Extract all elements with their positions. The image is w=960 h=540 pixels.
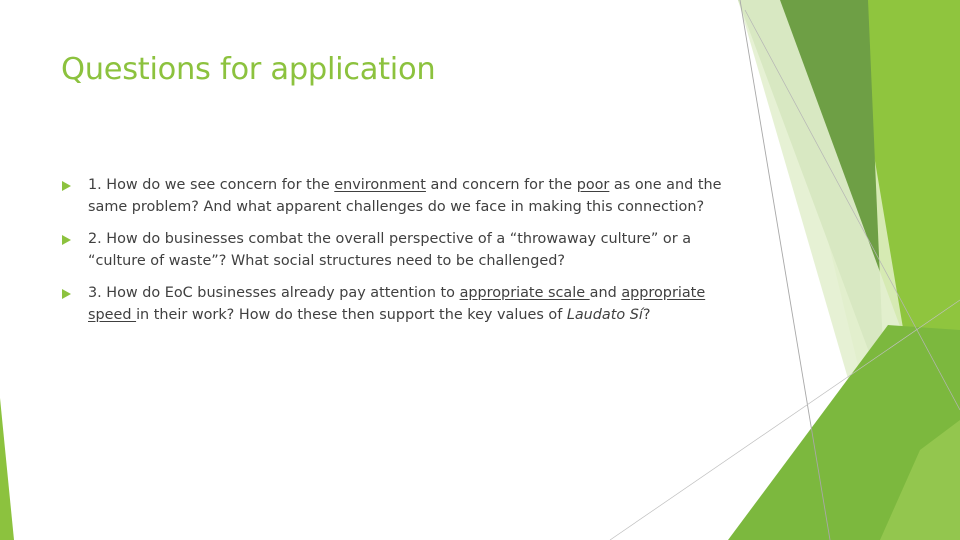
- question-1-text-c: as one and the same problem? And what apparent challenges do we face in making this connection?: [88, 177, 722, 215]
- question-1-text-a: 1. How do we see concern for the: [88, 177, 335, 193]
- question-3-text-c: in their work? How do these then support the key values of: [136, 307, 567, 323]
- question-list: [62, 174, 722, 336]
- question-3-underlined-speed: appropriate speed: [88, 285, 706, 323]
- question-1-underlined-environment: environment: [334, 177, 426, 193]
- list-item-question-2: [62, 228, 722, 272]
- question-1-underlined-poor: poor: [576, 177, 610, 193]
- deco-left-sliver: [0, 398, 14, 540]
- list-item-question-3: [62, 282, 722, 326]
- question-3-italic-laudato-si: Laudato Sí: [566, 307, 643, 323]
- triangle-right-icon: [62, 289, 71, 299]
- question-1-text-b: and concern for the: [425, 177, 577, 193]
- question-3-text-a: 3. How do EoC businesses already pay attention to: [88, 285, 460, 301]
- question-3-text-b: and: [589, 285, 622, 301]
- question-3-underlined-scale: appropriate scale: [459, 285, 590, 301]
- page-title: Questions for application: [61, 52, 436, 87]
- list-item-question-1: [62, 174, 722, 218]
- question-2-text: 2. How do businesses combat the overall perspective of a “throwaway culture” or a “culture of waste”? What social structures need to be challenged?: [88, 231, 692, 269]
- triangle-right-icon: [62, 181, 71, 191]
- triangle-right-icon: [62, 235, 71, 245]
- question-3-text-d: ?: [642, 307, 651, 323]
